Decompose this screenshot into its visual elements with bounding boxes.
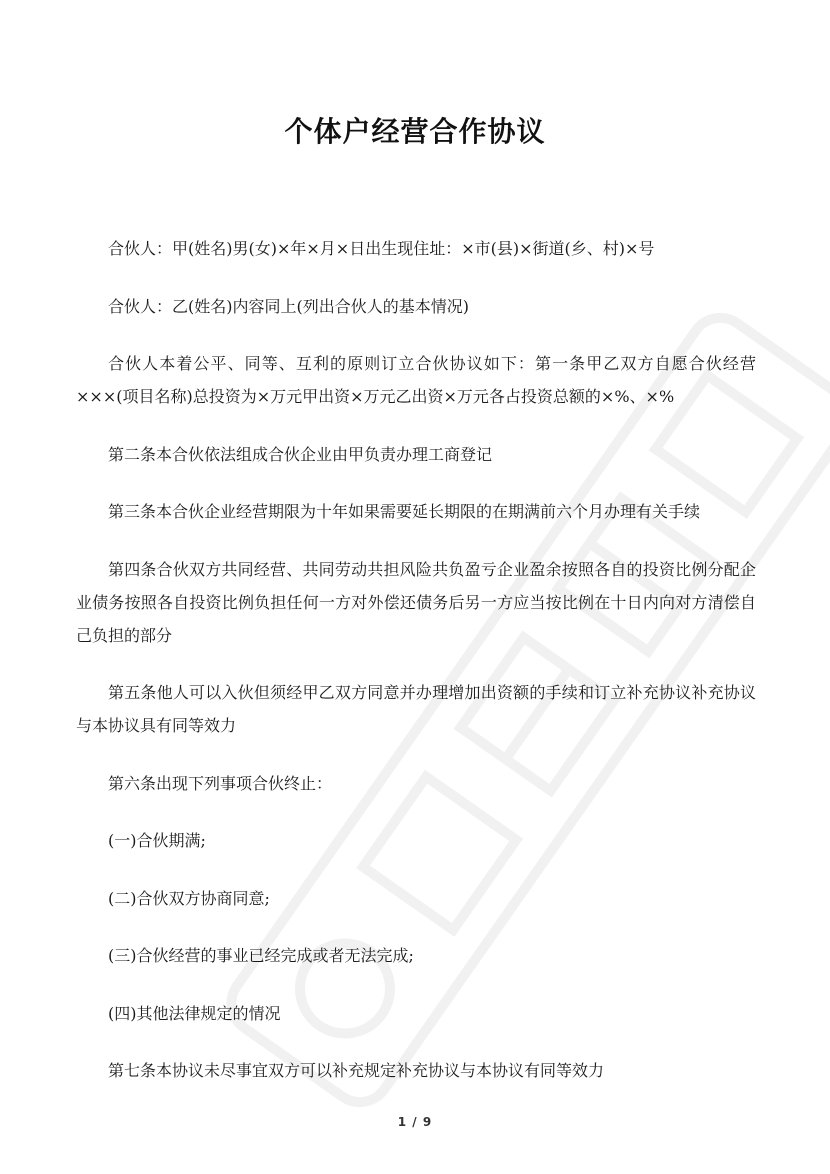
list-item-3: (三)合伙经营的事业已经完成或者无法完成; [108,946,414,965]
paragraph-article-2: 第二条本合伙依法组成合伙企业由甲负责办理工商登记 [108,444,493,464]
paragraph-article-3: 第三条本合伙企业经营期限为十年如果需要延长期限的在期满前六个月办理有关手续 [108,502,701,521]
page-indicator: 1 / 9 [397,1115,433,1129]
paragraph-article-7: 第七条本协议未尽事宜双方可以补充规定补充协议与本协议有同等效力 [108,1061,605,1080]
paragraph-article-5: 第五条他人可以入伙但须经甲乙双方同意并办理增加出资额的手续和订立补充协议补充协议与本协议具有同等效力 [76,683,756,735]
paragraph-article-4: 第四条合伙双方共同经营、共同劳动共担风险共负盈亏企业盈余按照各自的投资比例分配企业债务按照各自投资比例负担任何一方对外偿还债务后另一方应当按比例在十日内向对方清偿自己负担的部分 [76,559,756,645]
list-item-4: (四)其他法律规定的情况 [108,1003,281,1023]
paragraph-partner-a: 合伙人：甲(姓名)男(女)×年×月×日出生现住址：×市(县)×街道(乡、村)×号 [108,239,655,258]
list-item-1: (一)合伙期满; [108,831,206,850]
document-title: 个体户经营合作协议 [284,115,546,148]
paragraph-article-6: 第六条出现下列事项合伙终止： [108,773,333,793]
document-body [76,232,756,1112]
list-item-2: (二)合伙双方协商同意; [108,888,270,908]
paragraph-partner-b: 合伙人：乙(姓名)内容同上(列出合伙人的基本情况) [108,296,469,316]
paragraph-article-1: 合伙人本着公平、同等、互利的原则订立合伙协议如下：第一条甲乙双方自愿合伙经营×××(项目名称)总投资为×万元甲出资×万元乙出资×万元各占投资总额的×%、×% [76,354,756,406]
